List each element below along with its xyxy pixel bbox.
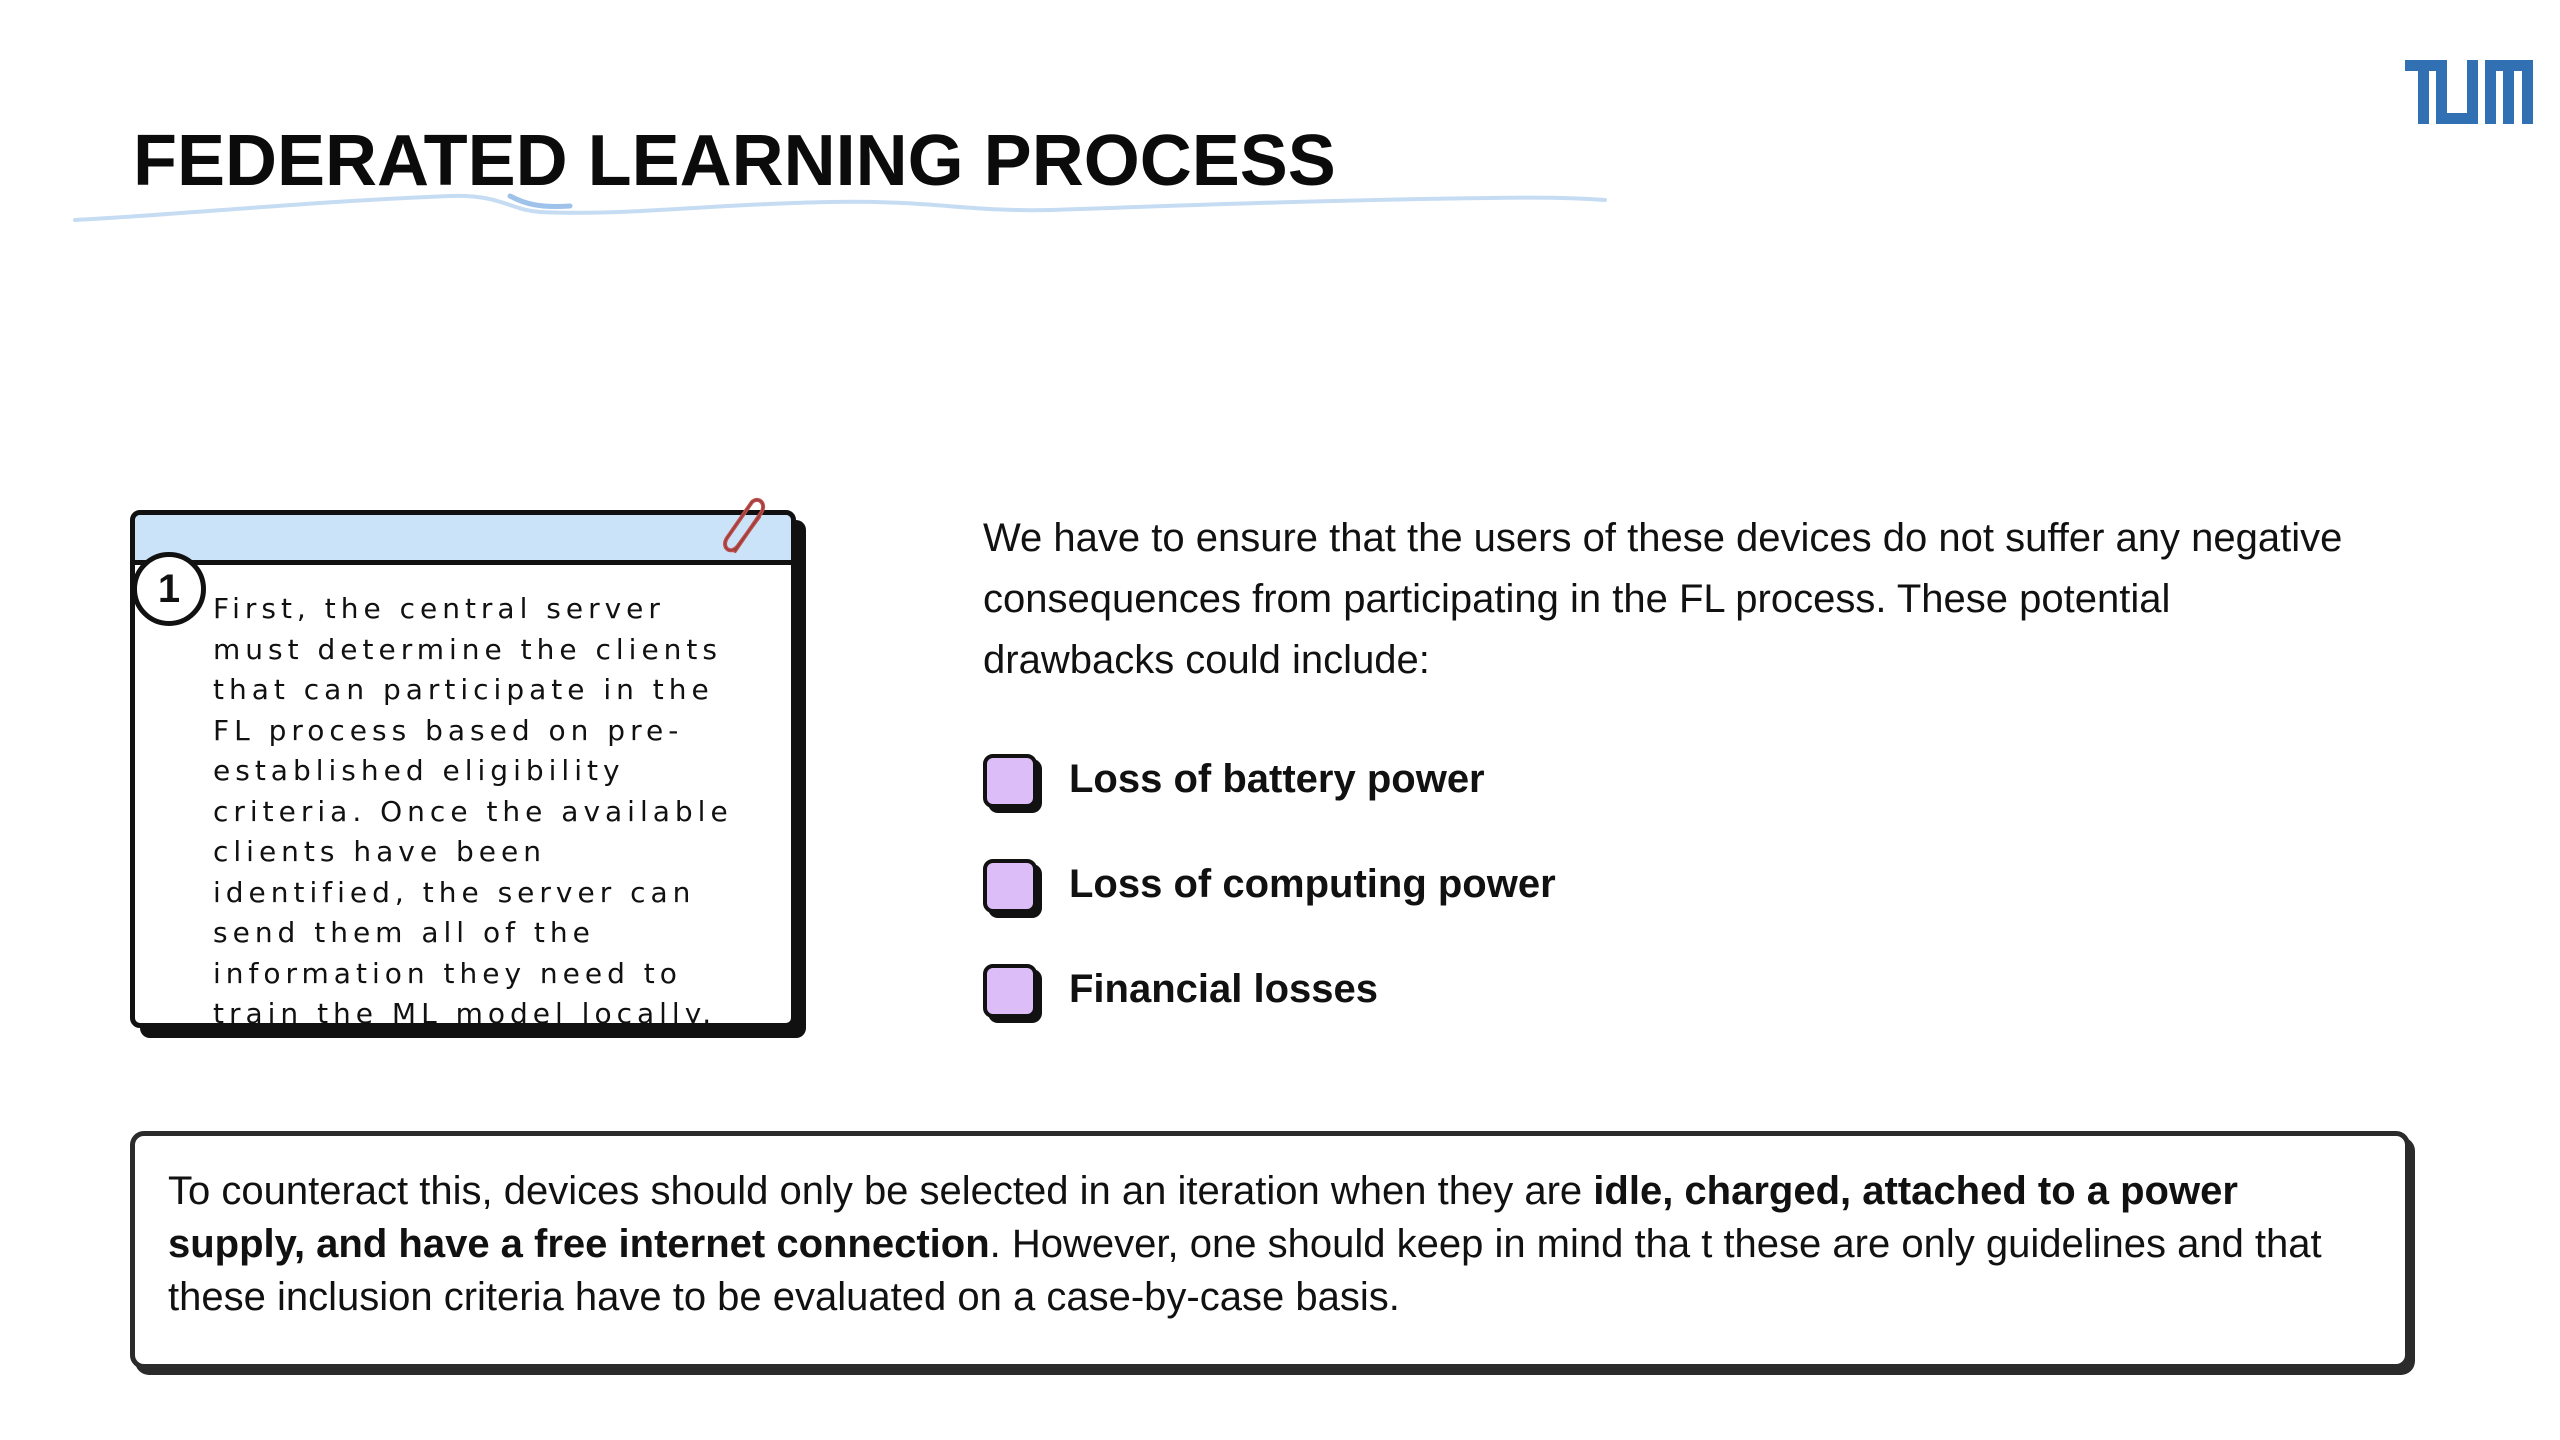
note-text [168,1165,2368,1324]
card-header [135,515,791,565]
tum-logo [2405,60,2533,124]
step-number-badge: 1 [132,552,206,626]
drawback-label: Loss of battery power [1069,757,1485,801]
card-text: First, the central server must determine the clients that can participate in the FL process based on pre-established eligibility criteria. Once the available clients have been identified, the server can send them all of the information they need to train the ML model locally. [213,592,733,1030]
list-item [983,855,1556,960]
note-text-part2: . However, one should keep in mind tha t these are only guidelines and that these inclusion criteria have to be evaluated on a case-by-case basis. [168,1222,2322,1319]
purple-checkbox-icon [983,754,1037,808]
title-underline-decoration [70,182,1610,232]
list-item [983,750,1556,855]
note-box [130,1131,2410,1369]
drawbacks-list [983,750,1556,1065]
intro-paragraph: We have to ensure that the users of these devices do not suffer any negative consequences from participating in the FL process. These potential drawbacks could include: [983,516,2343,682]
paperclip-icon [715,491,777,561]
purple-checkbox-icon [983,859,1037,913]
step-card [130,510,796,1028]
list-item [983,960,1556,1065]
note-text-bold: idle, charged, attached to a power supply, and have a free internet connection [168,1169,2238,1266]
drawback-label: Loss of computing power [1069,862,1556,906]
purple-checkbox-icon [983,964,1037,1018]
note-text-part1: To counteract this, devices should only be selected in an iteration when they are [168,1169,1594,1213]
page-title: FEDERATED LEARNING PROCESS [133,121,1336,201]
drawback-label: Financial losses [1069,967,1379,1011]
